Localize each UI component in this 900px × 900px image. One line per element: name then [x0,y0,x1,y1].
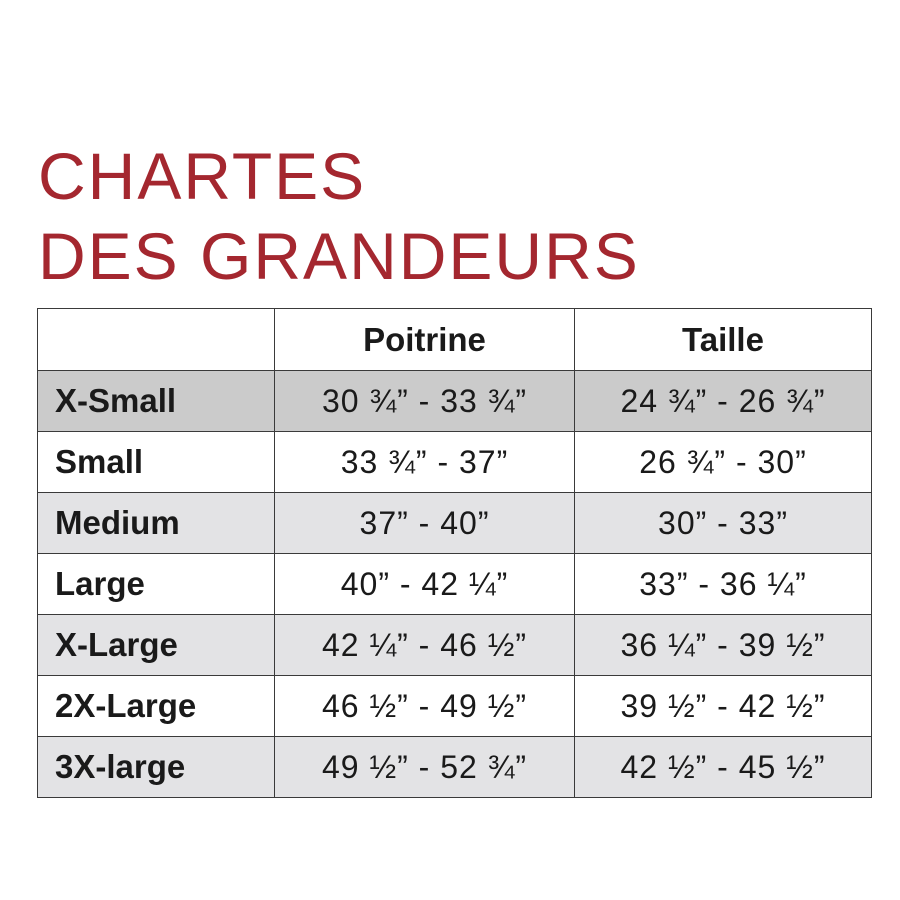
poitrine-value: 37” - 40” [275,493,575,554]
table-row [38,493,872,554]
taille-value: 42 ½” - 45 ½” [575,737,872,798]
poitrine-value: 33 ¾” - 37” [275,432,575,493]
poitrine-value: 40” - 42 ¼” [275,554,575,615]
title-line-1: CHARTES [38,139,367,213]
table-row [38,432,872,493]
column-header-taille: Taille [575,309,872,371]
table-row [38,554,872,615]
poitrine-value: 42 ¼” - 46 ½” [275,615,575,676]
taille-value: 24 ¾” - 26 ¾” [575,371,872,432]
size-label: X-Large [38,615,275,676]
column-header-poitrine: Poitrine [275,309,575,371]
table-header-row [38,309,872,371]
poitrine-value: 46 ½” - 49 ½” [275,676,575,737]
table-row [38,615,872,676]
poitrine-value: 49 ½” - 52 ¾” [275,737,575,798]
table-row [38,737,872,798]
size-label: Large [38,554,275,615]
size-label: Medium [38,493,275,554]
table-row [38,371,872,432]
title-line-2: DES GRANDEURS [38,219,640,293]
taille-value: 26 ¾” - 30” [575,432,872,493]
size-chart-table [37,308,872,798]
taille-value: 39 ½” - 42 ½” [575,676,872,737]
size-label: Small [38,432,275,493]
page-title [38,136,640,296]
taille-value: 36 ¼” - 39 ½” [575,615,872,676]
size-label: 2X-Large [38,676,275,737]
taille-value: 30” - 33” [575,493,872,554]
corner-cell [38,309,275,371]
size-label: X-Small [38,371,275,432]
poitrine-value: 30 ¾” - 33 ¾” [275,371,575,432]
table-row [38,676,872,737]
size-label: 3X-large [38,737,275,798]
taille-value: 33” - 36 ¼” [575,554,872,615]
